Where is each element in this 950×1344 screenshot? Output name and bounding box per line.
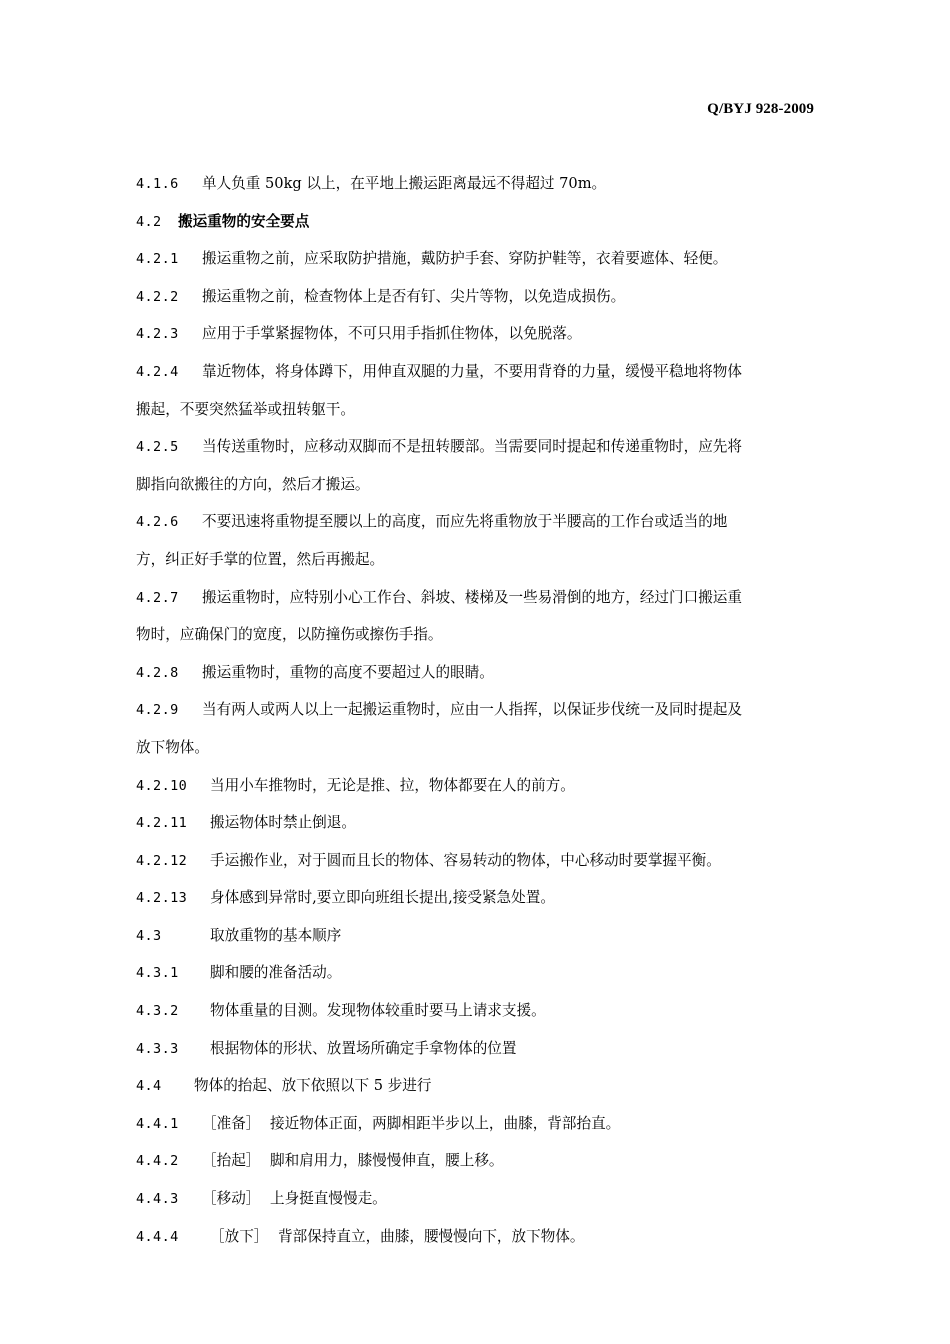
clause-text: 搬起，不要突然猛举或扭转躯干。 bbox=[136, 400, 355, 418]
section-title: 搬运重物的安全要点 bbox=[178, 212, 310, 230]
section-4-2 bbox=[136, 210, 818, 248]
clause-4-4-3 bbox=[136, 1187, 818, 1225]
clause-text: 当有两人或两人以上一起搬运重物时，应由一人指挥，以保证步伐统一及同时提起及 bbox=[202, 701, 742, 719]
clause-4-4-2 bbox=[136, 1149, 818, 1187]
clause-text: 方，纠正好手掌的位置，然后再搬起。 bbox=[136, 550, 385, 568]
clause-4-2-3 bbox=[136, 322, 818, 360]
clause-4-2-5-continued bbox=[136, 473, 818, 511]
clause-text: 不要迅速将重物提至腰以上的高度，而应先将重物放于半腰高的工作台或适当的地 bbox=[202, 513, 728, 531]
section-number: 4.4 bbox=[136, 1078, 162, 1095]
section-4-3 bbox=[136, 924, 818, 962]
clause-text: 应用于手掌紧握物体，不可只用手指抓住物体，以免脱落。 bbox=[202, 325, 582, 343]
clause-4-3-1 bbox=[136, 961, 818, 999]
clause-4-2-7 bbox=[136, 586, 818, 624]
section-title: 物体的抬起、放下依照以下 5 步进行 bbox=[194, 1077, 432, 1095]
clause-text: 上身挺直慢慢走。 bbox=[270, 1190, 387, 1208]
step-tag: ［准备］ bbox=[202, 1114, 261, 1132]
clause-4-4-1 bbox=[136, 1112, 818, 1150]
clause-text: 靠近物体，将身体蹲下，用伸直双腿的力量，不要用背脊的力量，缓慢平稳地将物体 bbox=[202, 362, 742, 380]
clause-number: 4.2.2 bbox=[136, 288, 179, 305]
clause-text: 根据物体的形状、放置场所确定手拿物体的位置 bbox=[210, 1039, 517, 1057]
clause-number: 4.3.3 bbox=[136, 1040, 179, 1057]
clause-4-2-12 bbox=[136, 849, 818, 887]
clause-text: 脚和肩用力，膝慢慢伸直，腰上移。 bbox=[270, 1152, 504, 1170]
clause-text: 搬运重物之前，应采取防护措施，戴防护手套、穿防护鞋等，衣着要遮体、轻便。 bbox=[202, 250, 728, 268]
clause-number: 4.2.6 bbox=[136, 514, 179, 531]
clause-text: 物时，应确保门的宽度，以防撞伤或擦伤手指。 bbox=[136, 626, 443, 644]
step-tag: ［抬起］ bbox=[202, 1152, 261, 1170]
section-number: 4.3 bbox=[136, 927, 162, 944]
clause-text: 背部保持直立，曲膝，腰慢慢向下，放下物体。 bbox=[278, 1227, 585, 1245]
clause-number: 4.4.1 bbox=[136, 1115, 179, 1132]
document-body bbox=[136, 172, 818, 1262]
clause-number: 4.4.4 bbox=[136, 1228, 179, 1245]
clause-text: 搬运重物时，应特别小心工作台、斜坡、楼梯及一些易滑倒的地方，经过门口搬运重 bbox=[202, 588, 742, 606]
clause-number: 4.3.2 bbox=[136, 1003, 179, 1020]
clause-4-3-3 bbox=[136, 1037, 818, 1075]
clause-4-2-2 bbox=[136, 285, 818, 323]
clause-4-2-6-continued bbox=[136, 548, 818, 586]
clause-4-2-4-continued bbox=[136, 398, 818, 436]
clause-text: 接近物体正面，两脚相距半步以上，曲膝，背部抬直。 bbox=[270, 1114, 621, 1132]
clause-4-2-9 bbox=[136, 698, 818, 736]
clause-number: 4.2.1 bbox=[136, 251, 179, 268]
clause-text: 放下物体。 bbox=[136, 738, 209, 756]
step-tag: ［放下］ bbox=[210, 1227, 269, 1245]
clause-4-2-11 bbox=[136, 811, 818, 849]
clause-4-2-8 bbox=[136, 661, 818, 699]
clause-number: 4.2.9 bbox=[136, 702, 179, 719]
clause-text: 脚和腰的准备活动。 bbox=[210, 964, 342, 982]
clause-4-2-4 bbox=[136, 360, 818, 398]
clause-number: 4.2.4 bbox=[136, 363, 179, 380]
section-title: 取放重物的基本顺序 bbox=[210, 926, 342, 944]
clause-number: 4.3.1 bbox=[136, 965, 179, 982]
clause-4-2-13 bbox=[136, 886, 818, 924]
clause-text: 物体重量的目测。发现物体较重时要马上请求支援。 bbox=[210, 1002, 546, 1020]
clause-4-2-5 bbox=[136, 435, 818, 473]
clause-4-2-6 bbox=[136, 510, 818, 548]
clause-number: 4.2.13 bbox=[136, 890, 188, 907]
clause-number: 4.2.3 bbox=[136, 326, 179, 343]
clause-text: 手运搬作业，对于圆而且长的物体、容易转动的物体，中心移动时要掌握平衡。 bbox=[210, 851, 721, 869]
clause-text: 当用小车推物时，无论是推、拉，物体都要在人的前方。 bbox=[210, 776, 575, 794]
clause-4-2-1 bbox=[136, 247, 818, 285]
clause-number: 4.2.12 bbox=[136, 852, 188, 869]
clause-number: 4.2.8 bbox=[136, 664, 179, 681]
clause-4-2-9-continued bbox=[136, 736, 818, 774]
clause-number: 4.2.11 bbox=[136, 815, 188, 832]
clause-number: 4.4.2 bbox=[136, 1153, 179, 1170]
clause-4-4-4 bbox=[136, 1225, 818, 1263]
clause-number: 4.2.10 bbox=[136, 777, 188, 794]
clause-4-3-2 bbox=[136, 999, 818, 1037]
section-4-4 bbox=[136, 1074, 818, 1112]
clause-number: 4.4.3 bbox=[136, 1191, 179, 1208]
step-tag: ［移动］ bbox=[202, 1190, 261, 1208]
clause-text: 搬运物体时禁止倒退。 bbox=[210, 814, 356, 832]
clause-number: 4.2.7 bbox=[136, 589, 179, 606]
clause-text: 搬运重物之前，检查物体上是否有钉、尖片等物，以免造成损伤。 bbox=[202, 287, 626, 305]
clause-text: 单人负重 50kg 以上，在平地上搬运距离最远不得超过 70m。 bbox=[202, 175, 607, 192]
clause-4-1-6 bbox=[136, 172, 818, 210]
section-number: 4.2 bbox=[136, 213, 162, 230]
clause-number: 4.2.5 bbox=[136, 439, 179, 456]
clause-text: 当传送重物时，应移动双脚而不是扭转腰部。当需要同时提起和传递重物时，应先将 bbox=[202, 438, 742, 456]
clause-4-2-10 bbox=[136, 774, 818, 812]
clause-text: 脚指向欲搬往的方向，然后才搬运。 bbox=[136, 475, 370, 493]
document-code: Q/BYJ 928-2009 bbox=[707, 101, 814, 117]
clause-4-2-7-continued bbox=[136, 623, 818, 661]
clause-number: 4.1.6 bbox=[136, 176, 179, 192]
clause-text: 搬运重物时，重物的高度不要超过人的眼睛。 bbox=[202, 663, 494, 681]
clause-text: 身体感到异常时,要立即向班组长提出,接受紧急处置。 bbox=[210, 889, 555, 907]
